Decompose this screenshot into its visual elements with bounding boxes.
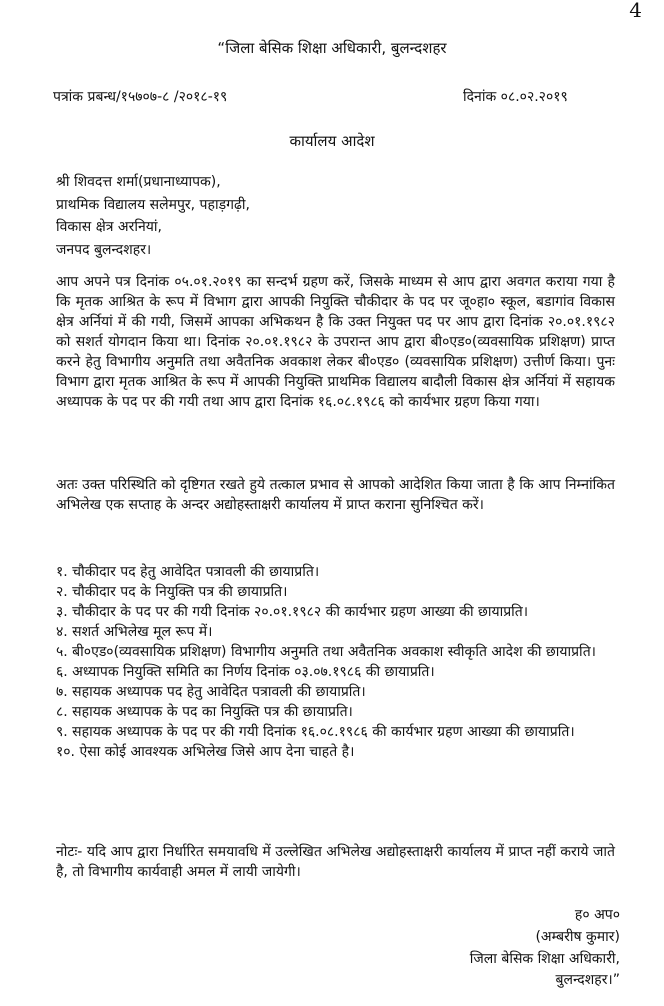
signature-initials: ह० अप०: [574, 907, 620, 923]
page-number: 4: [629, 0, 642, 22]
list-item: ९. सहायक अध्यापक के पद पर की गयी दिनांक १६.०८.१९८६ की कार्यभार ग्रहण आख्या की छायाप्रति।: [56, 724, 575, 740]
signatory-location: बुलन्दशहर।”: [555, 972, 620, 988]
letter-date: दिनांक ०८.०२.२०१९: [463, 89, 568, 105]
list-item: ८. सहायक अध्यापक के पद का नियुक्ति पत्र की छायाप्रति।: [56, 704, 353, 720]
list-item: २. चौकीदार पद के नियुक्ति पत्र की छायाप्रति।: [56, 584, 288, 600]
addressee-line: विकास क्षेत्र अरनियां,: [56, 219, 162, 235]
signatory-designation: जिला बेसिक शिक्षा अधिकारी,: [469, 951, 620, 967]
list-item: ६. अध्यापक नियुक्ति समिति का निर्णय दिनांक ०३.०७.१९८६ की छायाप्रति।: [56, 664, 435, 680]
reference-number: पत्रांक प्रबन्ध/१५७०७-८ /२०१८-१९: [53, 89, 228, 105]
list-item: १. चौकीदार पद हेतु आवेदित पत्रावली की छायाप्रति।: [56, 564, 320, 580]
document-list: [56, 562, 615, 762]
addressee-line: प्राथमिक विद्यालय सलेमपुर, पहाड़गढ़ी,: [56, 197, 250, 213]
body-paragraph: अतः उक्त परिस्थिति को दृष्टिगत रखते हुये तत्काल प्रभाव से आपको आदेशित किया जाता है कि आप निम्नांकित अभिलेख एक सप्ताह के अन्दर अद्योहस्ताक्षरी कार्यालय में प्राप्त कराना सुनिश्चित करें।: [56, 477, 615, 513]
list-item: ३. चौकीदार के पद पर की गयी दिनांक २०.०१.१९८२ की कार्यभार ग्रहण आख्या की छायाप्रति।: [56, 604, 529, 620]
list-item: ७. सहायक अध्यापक पद हेतु आवेदित पत्रावली की छायाप्रति।: [56, 684, 366, 700]
addressee-line: जनपद बुलन्दशहर।: [56, 242, 152, 258]
office-heading: “जिला बेसिक शिक्षा अधिकारी, बुलन्दशहर: [217, 39, 447, 57]
body-paragraph: आप अपने पत्र दिनांक ०५.०१.२०१९ का सन्दर्भ ग्रहण करें, जिसके माध्यम से आप द्वारा अवगत कराया गया है कि मृतक आश्रित के रूप में विभाग द्वारा आपकी नियुक्ति चौकीदार के पद पर जू०हा० स्कूल, बडागांव विकास क्षेत्र अर्नियां में की गयी, जिसमें आपका अभिकथन है कि उक्त नियुक्त पद पर आप द्वारा दिनांक २०.०१.१९८२ को सशर्त योगदान किया था। दिनांक २०.०१.१९८२ के उपरान्त आप द्वारा बी०एड०(व्यवसायिक प्रशिक्षण) प्राप्त करने हेतु विभागीय अनुमति तथा अवैतनिक अवकाश लेकर बी०एड० (व्यवसायिक प्रशिक्षण) उत्तीर्ण किया। पुनः विभाग द्वारा मृतक आश्रित के रूप में आपकी नियुक्ति प्राथमिक विद्यालय बादौली विकास क्षेत्र अर्नियां में सहायक अध्यापक के पद पर की गयी तथा आप द्वारा दिनांक १६.०८.१९८६ को कार्यभार ग्रहण किया गया।: [56, 274, 615, 410]
signatory-name: (अम्बरीष कुमार): [535, 929, 620, 945]
list-item: ४. सशर्त अभिलेख मूल रूप में।: [56, 624, 213, 640]
note-paragraph: नोटः- यदि आप द्वारा निर्धारित समयावधि में उल्लेखित अभिलेख अद्योहस्ताक्षरी कार्यालय में प्राप्त नहीं कराये जाते है, तो विभागीय कार्यवाही अमल में लायी जायेगी।: [56, 844, 615, 880]
list-item: ५. बी०एड०(व्यवसायिक प्रशिक्षण) विभागीय अनुमति तथा अवैतनिक अवकाश स्वीकृति आदेश की छायाप्रति।: [56, 644, 596, 660]
page-title: कार्यालय आदेश: [289, 132, 375, 150]
list-item: १०. ऐसा कोई आवश्यक अभिलेख जिसे आप देना चाहते है।: [56, 744, 355, 760]
addressee-line: श्री शिवदत्त शर्मा(प्रधानाध्यापक),: [56, 174, 221, 190]
